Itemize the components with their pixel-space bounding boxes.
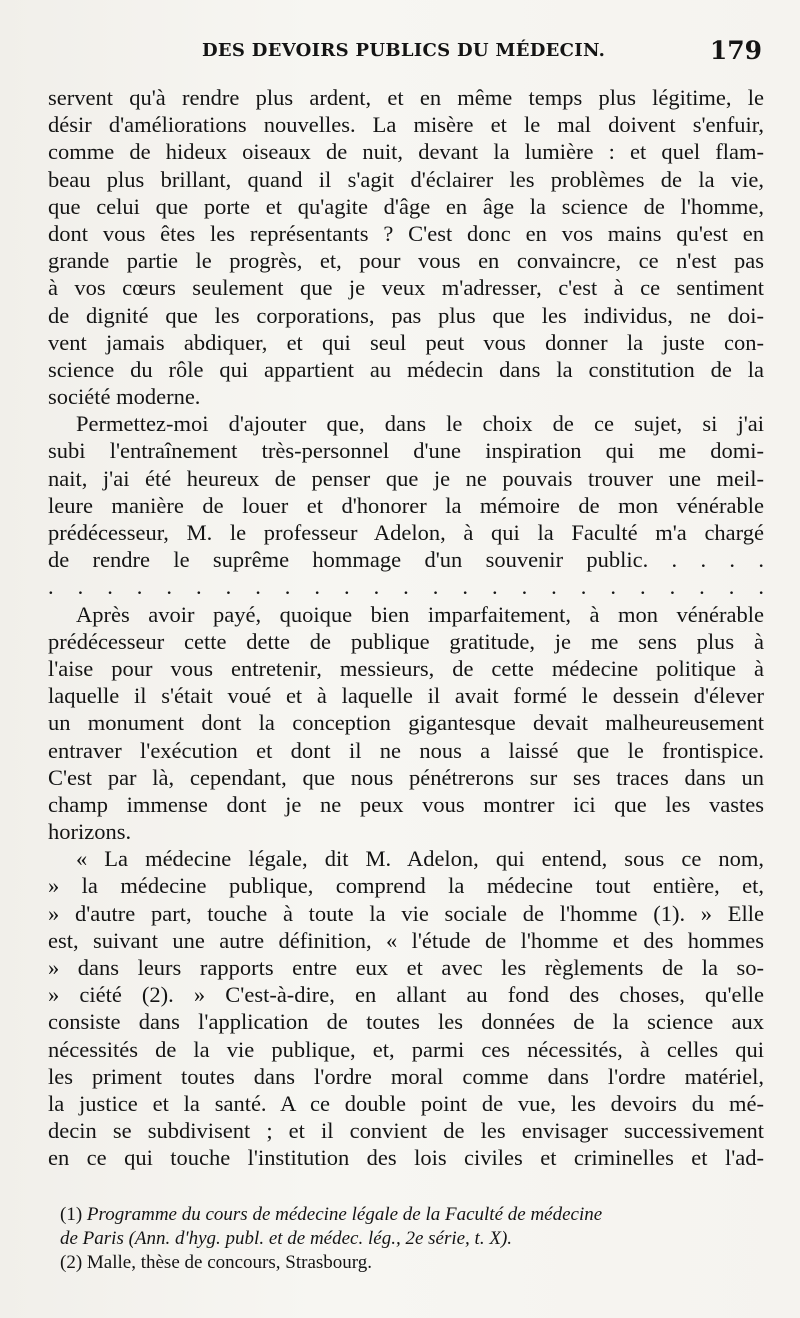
text-line: la justice et la santé. A ce double point de vue, les devoirs du mé-: [48, 1090, 764, 1116]
text-line: « La médecine légale, dit M. Adelon, qui entend, sous ce nom,: [76, 846, 764, 872]
text-line: que celui que porte et qu'agite d'âge en âge la science de l'homme,: [48, 193, 764, 219]
body-text: [48, 84, 764, 1172]
text-line: prédécesseur cette dette de publique gratitude, je me sens plus à: [48, 628, 764, 654]
text-line: l'aise pour vous entretenir, messieurs, de cette médecine politique à: [48, 655, 764, 681]
running-title: DES DEVOIRS PUBLICS DU MÉDECIN.: [202, 40, 606, 61]
text-line: vent jamais abdiquer, et qui seul peut vous donner la juste con-: [48, 329, 764, 355]
text-line: grande partie le progrès, et, pour vous en convaincre, ce n'est pas: [48, 248, 764, 274]
text-line: Après avoir payé, quoique bien imparfaitement, à mon vénérable: [76, 601, 764, 627]
text-line: C'est par là, cependant, que nous pénétrerons sur ses traces dans un: [48, 764, 764, 790]
text-line: nait, j'ai été heureux de penser que je ne pouvais trouver une meil-: [48, 465, 764, 491]
text-line: prédécesseur, M. le professeur Adelon, à qui la Faculté m'a chargé: [48, 520, 764, 545]
page-number: 179: [709, 36, 762, 65]
text-line: comme de hideux oiseaux de nuit, devant la lumière : et quel flam-: [48, 139, 764, 165]
text-line: champ immense dont je ne peux vous montrer ici que les vastes: [48, 791, 764, 817]
text-line: un monument dont la conception gigantesque devait malheureusement: [48, 710, 764, 736]
text-line: consiste dans l'application de toutes les données de la science aux: [48, 1009, 764, 1035]
text-line: en ce qui touche l'institution des lois civiles et criminelles et l'ad-: [48, 1145, 764, 1171]
text-line: leure manière de louer et d'honorer la mémoire de mon vénérable: [48, 492, 764, 518]
page-header: [52, 36, 762, 76]
text-line: horizons.: [48, 819, 132, 845]
text-line: » la médecine publique, comprend la médecine tout entière, et,: [48, 873, 764, 899]
footnotes: [60, 1203, 764, 1275]
footnote-1-continuation: de Paris (Ann. d'hyg. publ. et de médec. lég., 2e série, t. X).: [60, 1228, 513, 1249]
text-line: de rendre le suprême hommage d'un souvenir public. . . . .: [48, 547, 764, 573]
footnote-1: [60, 1203, 764, 1227]
text-line: nécessités de la vie publique, et, parmi ces nécessités, à celles qui: [48, 1036, 764, 1062]
text-line: science du rôle qui appartient au médecin dans la constitution de la: [48, 356, 764, 382]
text-line: decin se subdivisent ; et il convient de les envisager successivement: [48, 1118, 764, 1144]
text-line: subi l'entraînement très-personnel d'une inspiration qui me domi-: [48, 438, 764, 464]
text-line: Permettez-moi d'ajouter que, dans le choix de ce sujet, si j'ai: [76, 411, 764, 437]
text-line: est, suivant une autre définition, « l'étude de l'homme et des hommes: [48, 927, 764, 953]
footnote-1-text: Programme du cours de médecine légale de la Faculté de médecine: [86, 1204, 603, 1225]
text-line: dont vous êtes les représentants ? C'est donc en vos mains qu'est en: [48, 220, 764, 246]
text-line: » ciété (2). » C'est-à-dire, en allant au fond des choses, qu'elle: [48, 982, 764, 1008]
text-line: à vos cœurs seulement que je veux m'adresser, c'est à ce sentiment: [48, 275, 764, 301]
text-line: servent qu'à rendre plus ardent, et en même temps plus légitime, le: [48, 85, 764, 110]
text-line: de dignité que les corporations, pas plus que les individus, ne doi-: [48, 302, 764, 328]
text-line: » d'autre part, touche à toute la vie sociale de l'homme (1). » Elle: [48, 900, 764, 926]
footnote-1-number: (1): [60, 1204, 83, 1225]
text-line: beau plus brillant, quand il s'agit d'éclairer les problèmes de la vie,: [48, 166, 764, 192]
text-line: société moderne.: [48, 384, 201, 410]
text-line: désir d'améliorations nouvelles. La misère et le mal doivent s'enfuir,: [48, 112, 764, 138]
footnote-2: (2) Malle, thèse de concours, Strasbourg.: [60, 1252, 373, 1273]
text-line: les priment toutes dans l'ordre moral comme dans l'ordre matériel,: [48, 1063, 764, 1089]
text-line: entraver l'exécution et dont il ne nous a laissé que le frontispice.: [48, 737, 764, 763]
text-line: laquelle il s'était voué et à laquelle il avait formé le dessein d'élever: [48, 683, 764, 709]
ellipsis-line: . . . . . . . . . . . . . . . . . . . . . . . . .: [48, 574, 764, 600]
text-line: » dans leurs rapports entre eux et avec les règlements de la so-: [48, 955, 764, 980]
